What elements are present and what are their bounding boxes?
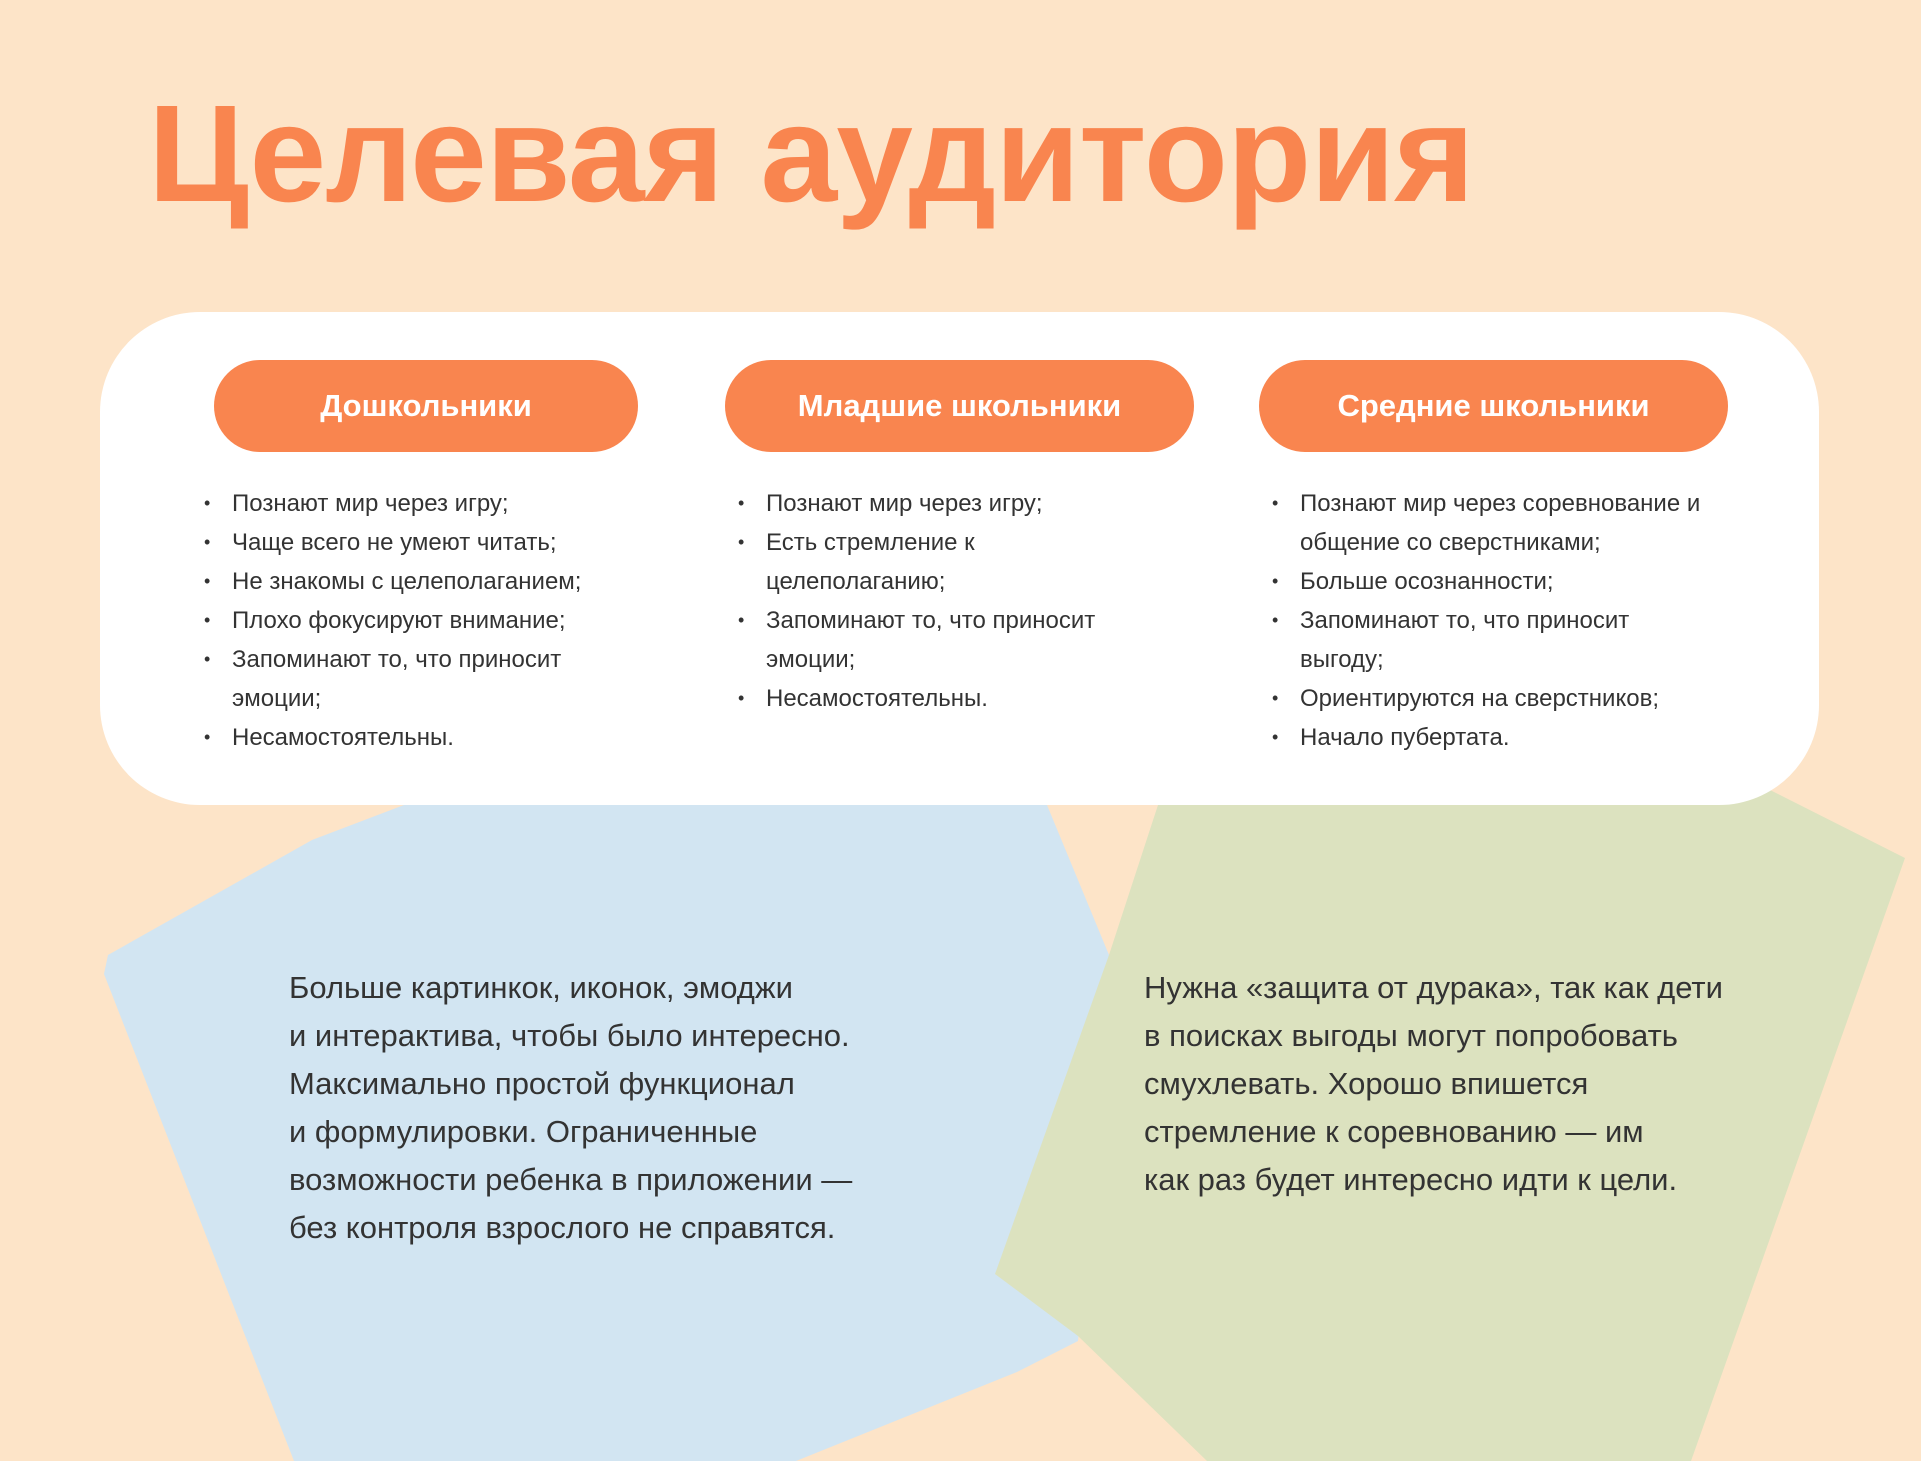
list-item: • Запоминают то, что приносит эмоции; bbox=[738, 601, 1156, 679]
list-item: • Чаще всего не умеют читать; bbox=[204, 523, 624, 562]
list-item: • Не знакомы с целеполаганием; bbox=[204, 562, 624, 601]
page-title: Целевая аудитория bbox=[148, 77, 1474, 231]
list-item: • Несамостоятельны. bbox=[204, 718, 624, 757]
list-item: • Плохо фокусируют внимание; bbox=[204, 601, 624, 640]
junior-school-list bbox=[738, 484, 1158, 718]
list-item: • Познают мир через игру; bbox=[738, 484, 1158, 523]
list-item: • Ориентируются на сверстников; bbox=[1272, 679, 1752, 718]
list-item: • Познают мир через соревнование и общение со сверстниками; bbox=[1272, 484, 1750, 562]
note-left: Больше картинкок, иконок, эмоджи и интерактива, чтобы было интересно. Максимально простой функционал и формулировки. Ограниченные возможности ребенка в приложении — без контроля взрослого не справятся. bbox=[289, 970, 853, 1245]
group-label-junior-school: Младшие школьники bbox=[725, 360, 1194, 452]
list-item: • Начало пубертата. bbox=[1272, 718, 1752, 757]
group-label-middle-school: Средние школьники bbox=[1259, 360, 1728, 452]
middle-school-list bbox=[1272, 484, 1752, 757]
list-item: • Запоминают то, что приносит эмоции; bbox=[204, 640, 622, 718]
list-item: • Больше осознанности; bbox=[1272, 562, 1752, 601]
note-right: Нужна «защита от дурака», так как дети в поисках выгоды могут попробовать смухлевать. Хорошо впишется стремление к соревнованию — им как раз будет интересно идти к цели. bbox=[1144, 970, 1723, 1197]
list-item: • Есть стремление к целеполаганию; bbox=[738, 523, 1006, 601]
list-item: • Несамостоятельны. bbox=[738, 679, 1158, 718]
preschoolers-list bbox=[204, 484, 624, 757]
list-item: • Запоминают то, что приносит выгоду; bbox=[1272, 601, 1690, 679]
list-item: • Познают мир через игру; bbox=[204, 484, 624, 523]
group-label-preschoolers: Дошкольники bbox=[214, 360, 638, 452]
